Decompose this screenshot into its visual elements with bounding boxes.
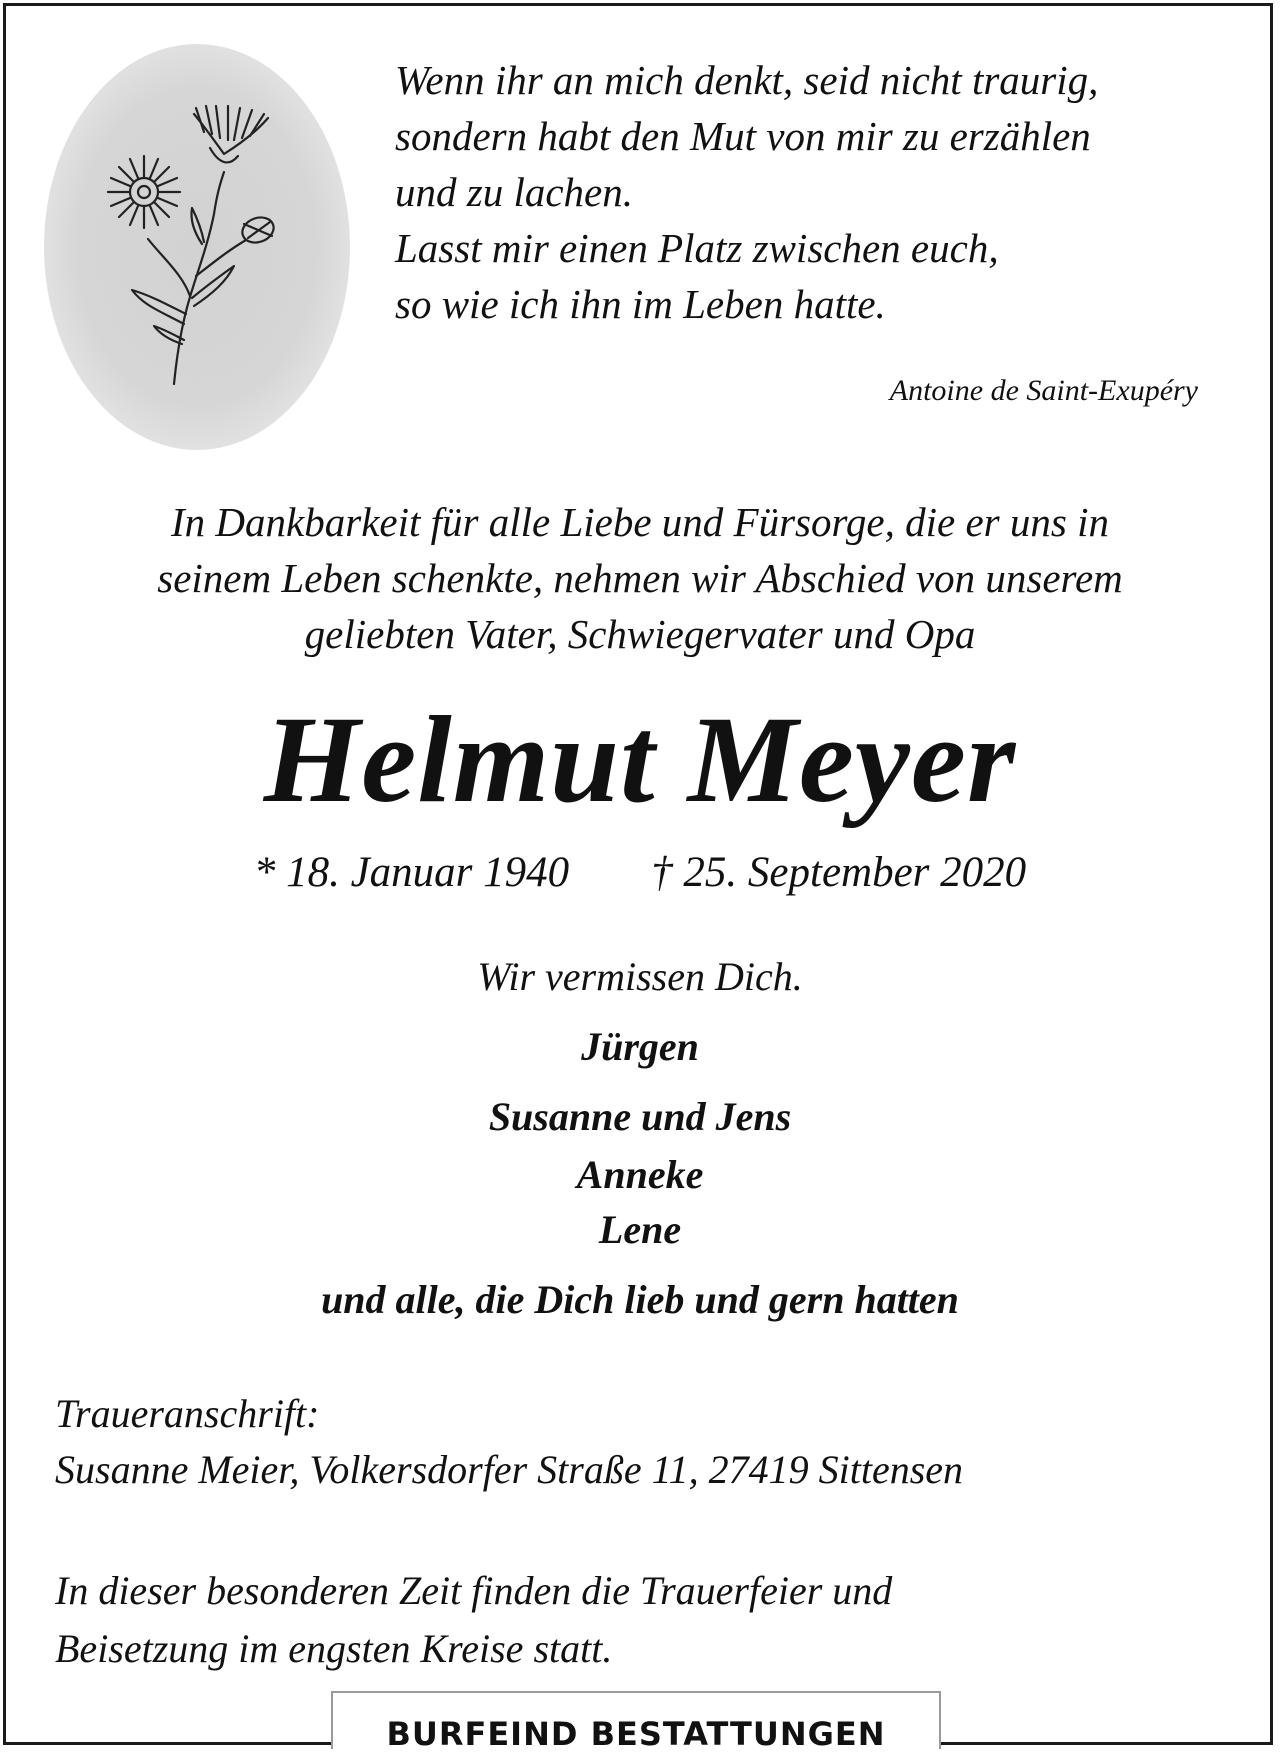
closing-line: Beisetzung im engsten Kreise statt. [55, 1626, 613, 1671]
address-label: Traueranschrift: [55, 1391, 320, 1436]
poem-line: und zu lachen. [395, 169, 633, 215]
miss-message: Wir vermissen Dich. [477, 954, 803, 999]
closing-line: In dieser besonderen Zeit finden die Trauerfeier und [55, 1568, 893, 1613]
flower-illustration [44, 44, 350, 450]
intro-line: seinem Leben schenkte, nehmen wir Abschied von unserem [157, 555, 1123, 601]
deceased-name: Helmut Meyer [263, 691, 1017, 828]
death-date: † 25. September 2020 [651, 849, 1027, 896]
flower-icon [44, 44, 350, 450]
mourner-name: Jürgen [581, 1024, 699, 1069]
life-dates [40, 848, 1240, 897]
poem-line: Lasst mir einen Platz zwischen euch, [395, 225, 999, 271]
undertaker-name: BURFEIND BESTATTUNGEN [386, 1715, 886, 1753]
mourners-closing: und alle, die Dich lieb und gern hatten [321, 1277, 959, 1322]
mourner-name: Anneke [576, 1152, 704, 1197]
mourner-name: Susanne und Jens [488, 1094, 792, 1139]
birth-date: * 18. Januar 1940 [253, 849, 570, 896]
poem-line: so wie ich ihn im Leben hatte. [395, 281, 886, 327]
poem [395, 52, 1255, 332]
closing-text [55, 1562, 892, 1678]
poem-author: Antoine de Saint-Exupéry [889, 374, 1198, 407]
poem-line: Wenn ihr an mich denkt, seid nicht traurig, [395, 57, 1099, 103]
undertaker-logo [331, 1691, 941, 1753]
mourner-name: Lene [598, 1207, 682, 1252]
intro-line: geliebten Vater, Schwiegervater und Opa [304, 611, 976, 657]
intro-line: In Dankbarkeit für alle Liebe und Fürsorge, die er uns in [171, 499, 1109, 545]
poem-line: sondern habt den Mut von mir zu erzählen [395, 113, 1091, 159]
address-text: Susanne Meier, Volkersdorfer Straße 11, 27419 Sittensen [55, 1447, 964, 1492]
intro-text [40, 494, 1240, 662]
